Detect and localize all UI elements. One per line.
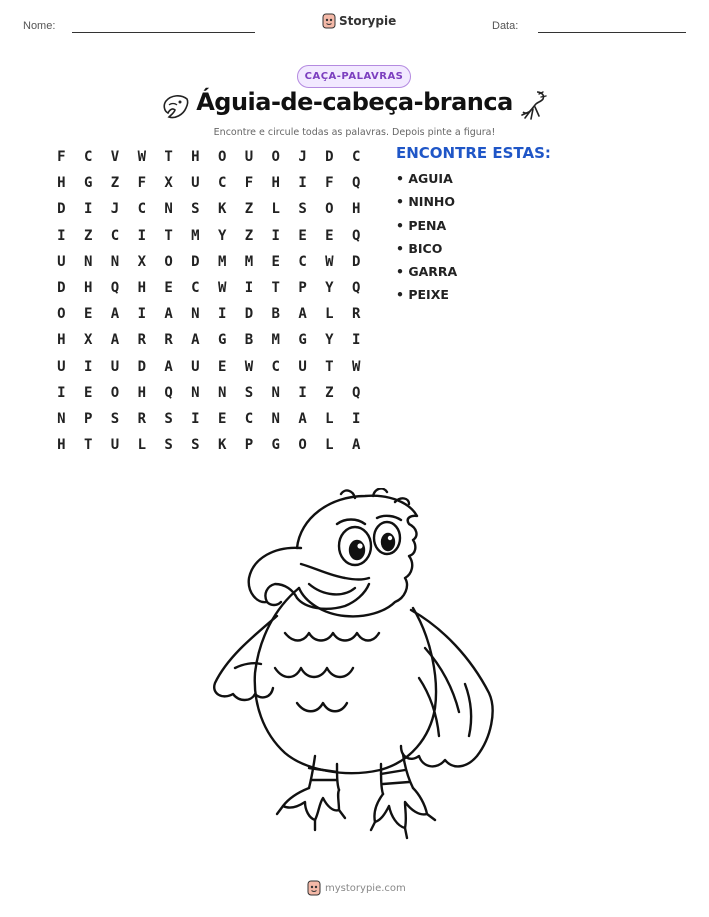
grid-cell[interactable]: R — [137, 332, 146, 349]
grid-cell[interactable]: J — [298, 149, 307, 165]
name-line[interactable] — [72, 32, 255, 33]
grid-cell[interactable]: K — [217, 201, 227, 218]
grid-cell[interactable]: E — [325, 227, 334, 244]
grid-cell[interactable]: T — [83, 437, 93, 454]
grid-cell[interactable]: S — [191, 437, 200, 454]
grid-cell[interactable]: L — [325, 410, 334, 427]
grid-cell[interactable]: D — [351, 253, 361, 270]
word-list-item: • PEIXE — [396, 287, 449, 303]
grid-cell[interactable]: N — [191, 306, 200, 323]
grid-cell[interactable]: U — [110, 437, 120, 454]
grid-cell[interactable]: O — [298, 437, 307, 454]
grid-cell[interactable]: R — [351, 306, 361, 323]
grid-cell[interactable]: P — [244, 437, 254, 454]
puzzle-type-badge: CAÇA-PALAVRAS — [297, 65, 411, 88]
storypie-footer-logo-icon — [307, 880, 321, 896]
date-line[interactable] — [538, 32, 686, 33]
grid-cell[interactable]: C — [137, 201, 146, 218]
grid-cell[interactable]: A — [298, 410, 307, 427]
grid-cell[interactable]: W — [217, 279, 227, 296]
grid-cell[interactable]: T — [271, 279, 280, 296]
grid-cell[interactable]: C — [271, 358, 280, 375]
grid-cell[interactable]: I — [351, 410, 361, 427]
grid-cell[interactable]: Z — [110, 175, 120, 192]
grid-cell[interactable]: L — [325, 306, 334, 323]
grid-cell[interactable]: I — [298, 384, 307, 401]
grid-cell[interactable]: O — [325, 201, 334, 218]
grid-cell[interactable]: N — [217, 384, 227, 401]
grid-cell[interactable]: Q — [110, 279, 120, 296]
grid-cell[interactable]: N — [164, 201, 173, 218]
grid-cell[interactable]: V — [110, 149, 120, 165]
grid-row — [48, 147, 370, 173]
grid-cell[interactable]: T — [164, 149, 173, 165]
grid-cell[interactable]: H — [137, 279, 146, 296]
grid-cell[interactable]: H — [271, 175, 280, 192]
grid-cell[interactable]: O — [164, 253, 173, 270]
grid-cell[interactable]: Z — [83, 227, 93, 244]
grid-row — [48, 226, 370, 252]
grid-cell[interactable]: H — [191, 149, 200, 165]
grid-cell[interactable]: N — [271, 384, 280, 401]
grid-cell[interactable]: X — [83, 332, 93, 349]
grid-cell[interactable]: U — [110, 358, 120, 375]
grid-cell[interactable]: W — [244, 358, 254, 375]
grid-cell[interactable]: I — [137, 306, 146, 323]
grid-cell[interactable]: Z — [244, 227, 254, 244]
grid-cell[interactable]: S — [191, 201, 200, 218]
grid-cell[interactable]: L — [137, 437, 146, 454]
grid-cell[interactable]: C — [244, 410, 254, 427]
grid-cell[interactable]: E — [217, 410, 227, 427]
grid-cell[interactable]: J — [110, 201, 120, 218]
grid-cell[interactable]: Z — [244, 201, 254, 218]
storypie-logo — [322, 13, 396, 29]
word-list-item: • GARRA — [396, 264, 458, 280]
grid-cell[interactable]: S — [298, 201, 307, 218]
grid-cell[interactable]: E — [271, 253, 280, 270]
grid-cell[interactable]: G — [271, 437, 280, 454]
grid-cell[interactable]: N — [83, 253, 93, 270]
grid-cell[interactable]: Q — [351, 384, 361, 401]
footer-url[interactable]: mystorypie.com — [325, 882, 406, 894]
grid-cell[interactable]: Q — [164, 384, 173, 401]
grid-cell[interactable]: D — [191, 253, 200, 270]
grid-row — [48, 252, 370, 278]
word-list — [396, 171, 457, 311]
grid-cell[interactable]: M — [271, 332, 280, 349]
grid-cell[interactable]: Z — [325, 384, 334, 401]
grid-cell[interactable]: U — [244, 149, 254, 165]
grid-cell[interactable]: D — [325, 149, 334, 165]
grid-row — [48, 173, 370, 199]
grid-cell[interactable]: I — [191, 410, 200, 427]
grid-cell[interactable]: Y — [217, 227, 227, 244]
grid-row — [48, 330, 370, 356]
date-label: Data: — [492, 20, 519, 32]
grid-cell[interactable]: T — [325, 358, 334, 375]
grid-cell[interactable]: A — [164, 358, 173, 375]
grid-cell[interactable]: P — [83, 410, 93, 427]
eagle-talon-icon — [519, 90, 549, 122]
grid-cell[interactable]: F — [57, 149, 66, 165]
word-search-grid[interactable] — [48, 147, 370, 461]
grid-cell[interactable]: O — [217, 149, 227, 165]
grid-cell[interactable]: E — [83, 306, 93, 323]
name-label: Nome: — [23, 20, 56, 32]
grid-row — [48, 304, 370, 330]
grid-row — [48, 357, 370, 383]
grid-cell[interactable]: C — [191, 279, 200, 296]
grid-cell[interactable]: D — [244, 306, 254, 323]
grid-cell[interactable]: C — [351, 149, 361, 165]
grid-cell[interactable]: Y — [325, 332, 334, 349]
word-list-item: • AGUIA — [396, 171, 453, 186]
word-list-item: • PENA — [396, 217, 447, 233]
logo-text: Storypie — [339, 14, 397, 28]
grid-row — [48, 435, 370, 461]
grid-cell[interactable]: Q — [351, 279, 361, 296]
grid-row — [48, 383, 370, 409]
grid-cell[interactable]: H — [351, 201, 361, 218]
grid-cell[interactable]: D — [137, 358, 146, 375]
grid-cell[interactable]: X — [137, 253, 146, 270]
grid-cell[interactable]: N — [271, 410, 280, 427]
grid-cell[interactable]: I — [217, 306, 227, 323]
grid-cell[interactable]: H — [83, 279, 93, 296]
grid-cell[interactable]: F — [137, 175, 146, 192]
grid-cell[interactable]: A — [298, 306, 307, 323]
grid-cell[interactable]: A — [351, 437, 361, 454]
eagle-illustration — [205, 488, 505, 858]
grid-cell[interactable]: H — [57, 175, 66, 192]
grid-cell[interactable]: I — [351, 332, 361, 349]
grid-cell[interactable]: K — [217, 437, 227, 454]
grid-cell[interactable]: D — [57, 201, 66, 218]
grid-cell[interactable]: U — [298, 358, 307, 375]
grid-cell[interactable]: Q — [351, 227, 361, 244]
grid-cell[interactable]: E — [298, 227, 307, 244]
grid-cell[interactable]: B — [271, 306, 280, 323]
grid-cell[interactable]: C — [110, 227, 120, 244]
grid-cell[interactable]: M — [191, 227, 200, 244]
grid-cell[interactable]: O — [57, 306, 66, 323]
storypie-logo-icon — [322, 13, 336, 29]
instructions: Encontre e circule todas as palavras. Depois pinte a figura! — [213, 127, 496, 138]
grid-cell[interactable]: G — [217, 332, 227, 349]
grid-cell[interactable]: R — [137, 410, 146, 427]
grid-cell[interactable]: W — [325, 253, 334, 270]
grid-cell[interactable]: H — [57, 332, 66, 349]
grid-cell[interactable]: E — [83, 384, 93, 401]
grid-cell[interactable]: D — [57, 279, 66, 296]
grid-cell[interactable]: I — [83, 358, 93, 375]
grid-cell[interactable]: M — [244, 253, 254, 270]
grid-cell[interactable]: Y — [325, 279, 334, 296]
grid-cell[interactable]: T — [164, 227, 173, 244]
grid-cell[interactable]: U — [191, 175, 200, 192]
grid-cell[interactable]: U — [57, 253, 66, 270]
grid-cell[interactable]: I — [244, 279, 254, 296]
grid-cell[interactable]: S — [164, 410, 173, 427]
grid-cell[interactable]: L — [325, 437, 334, 454]
word-list-item: • BICO — [396, 240, 443, 256]
grid-cell[interactable]: G — [83, 175, 93, 192]
grid-cell[interactable]: I — [57, 227, 66, 244]
grid-cell[interactable]: C — [298, 253, 307, 270]
word-list-item: • NINHO — [396, 194, 456, 210]
grid-cell[interactable]: N — [57, 410, 66, 427]
grid-cell[interactable]: I — [271, 227, 280, 244]
grid-cell[interactable]: H — [57, 437, 66, 454]
grid-cell[interactable]: Q — [351, 175, 361, 192]
grid-cell[interactable]: I — [83, 201, 93, 218]
grid-row — [48, 409, 370, 435]
grid-cell[interactable]: F — [244, 175, 254, 192]
grid-cell[interactable]: O — [271, 149, 280, 165]
grid-row — [48, 278, 370, 304]
word-list-title: ENCONTRE ESTAS: — [396, 144, 551, 162]
grid-cell[interactable]: P — [298, 279, 307, 296]
grid-cell[interactable]: F — [325, 175, 334, 192]
grid-cell[interactable]: H — [137, 384, 146, 401]
footer — [307, 880, 406, 896]
grid-cell[interactable]: W — [351, 358, 361, 375]
grid-cell[interactable]: N — [191, 384, 200, 401]
grid-cell[interactable]: C — [83, 149, 93, 165]
grid-cell[interactable]: A — [110, 332, 120, 349]
grid-cell[interactable]: U — [191, 358, 200, 375]
grid-cell[interactable]: S — [244, 384, 254, 401]
grid-row — [48, 199, 370, 225]
page-title: Águia-de-cabeça-branca — [196, 88, 513, 116]
grid-cell[interactable]: E — [217, 358, 227, 375]
grid-cell[interactable]: I — [137, 227, 146, 244]
grid-cell[interactable]: U — [57, 358, 66, 375]
grid-cell[interactable]: I — [57, 384, 66, 401]
grid-cell[interactable]: C — [217, 175, 227, 192]
grid-cell[interactable]: G — [298, 332, 307, 349]
grid-cell[interactable]: I — [298, 175, 307, 192]
grid-cell[interactable]: E — [164, 279, 173, 296]
grid-cell[interactable]: L — [271, 201, 280, 218]
grid-cell[interactable]: A — [191, 332, 200, 349]
grid-cell[interactable]: W — [137, 149, 146, 165]
grid-cell[interactable]: O — [110, 384, 120, 401]
grid-cell[interactable]: X — [164, 175, 173, 192]
grid-cell[interactable]: S — [164, 437, 173, 454]
grid-cell[interactable]: B — [244, 332, 254, 349]
grid-cell[interactable]: A — [164, 306, 173, 323]
grid-cell[interactable]: N — [110, 253, 120, 270]
grid-cell[interactable]: R — [164, 332, 173, 349]
grid-cell[interactable]: S — [110, 410, 120, 427]
grid-cell[interactable]: A — [110, 306, 120, 323]
grid-cell[interactable]: M — [217, 253, 227, 270]
